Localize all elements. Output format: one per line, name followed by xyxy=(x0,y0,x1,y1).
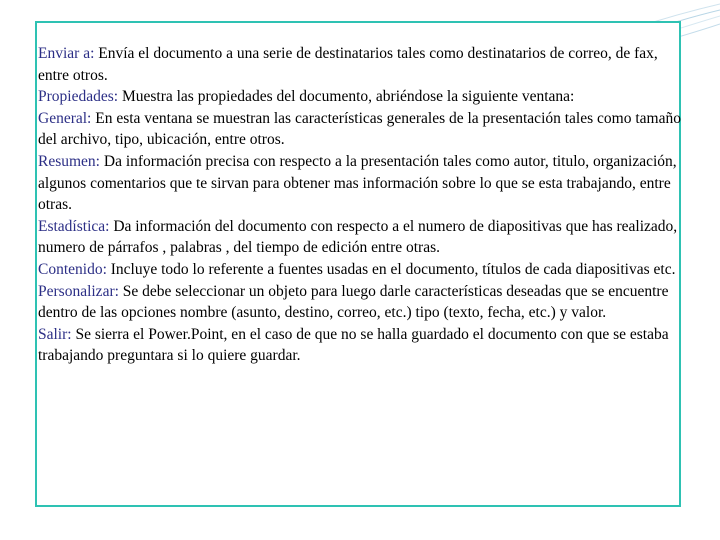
definitions-list xyxy=(38,43,684,367)
term-description: Incluye todo lo referente a fuentes usadas en el documento, títulos de cada diapositivas etc. xyxy=(106,260,676,278)
term-label: Resumen: xyxy=(38,152,100,170)
term-description: Da información precisa con respecto a la presentación tales como autor, titulo, organización, algunos comentarios que te sirvan para obtener mas información sobre lo que se esta trabajando, entre otras. xyxy=(38,152,677,214)
term-label: Salir: xyxy=(38,325,72,343)
list-item-general xyxy=(38,108,684,151)
term-description: Da información del documento con respecto a el numero de diapositivas que has realizado, numero de párrafos , palabras , del tiempo de edición entre otras. xyxy=(38,217,678,257)
term-label: Estadística: xyxy=(38,217,110,235)
term-label: Propiedades: xyxy=(38,88,119,106)
term-label: General: xyxy=(38,109,92,127)
term-description: Se debe seleccionar un objeto para luego darle características deseadas que se encuentre dentro de las opciones nombre (asunto, destino, correo, etc.) tipo (texto, fecha, etc.) y valor. xyxy=(38,282,669,322)
term-description: En esta ventana se muestran las características generales de la presentación tales como tamaño del archivo, tipo, ubicación, entre otros. xyxy=(38,109,681,149)
list-item-contenido xyxy=(38,259,684,281)
list-item-personalizar xyxy=(38,281,684,324)
term-label: Personalizar: xyxy=(38,282,119,300)
term-description: Envía el documento a una serie de destinatarios tales como destinatarios de correo, de fax, entre otros. xyxy=(38,45,658,84)
list-item-propiedades xyxy=(38,86,684,108)
slide-frame xyxy=(35,21,681,507)
term-label: Contenido: xyxy=(38,260,107,278)
term-description: Se sierra el Power.Point, en el caso de que no se halla guardado el documento con que se estaba trabajando preguntara si lo quiere guardar. xyxy=(38,325,669,365)
term-description: Muestra las propiedades del documento, abriéndose la siguiente ventana: xyxy=(118,88,575,106)
list-item-estadistica xyxy=(38,216,684,259)
list-item-salir xyxy=(38,324,684,367)
list-item-resumen xyxy=(38,151,684,216)
list-item-enviar xyxy=(38,43,684,86)
term-label: Enviar a: xyxy=(38,45,95,62)
